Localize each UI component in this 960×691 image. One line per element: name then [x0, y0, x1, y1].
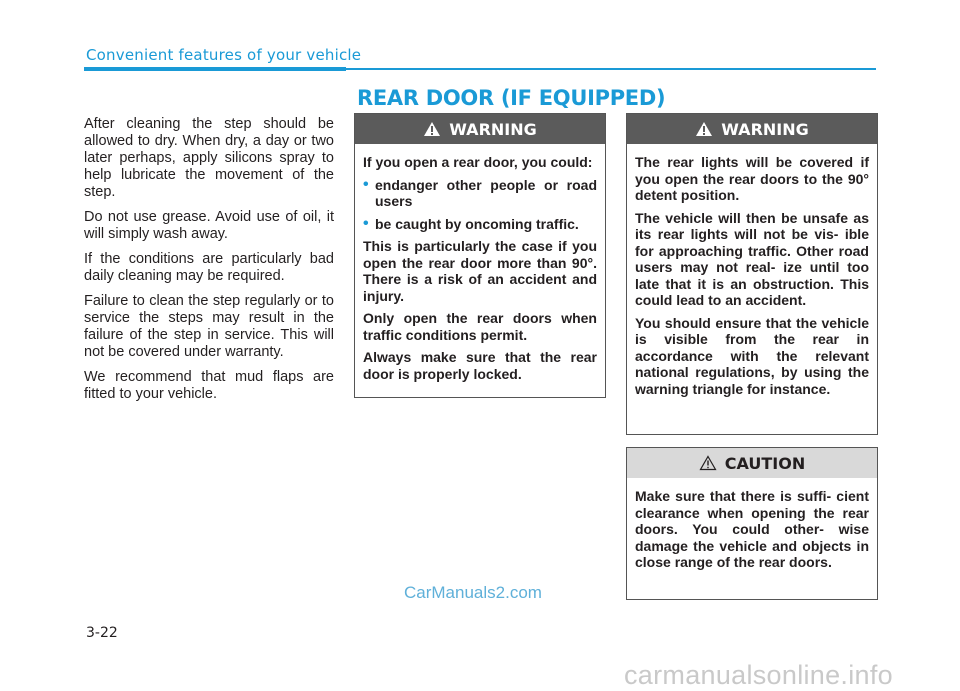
warning-header: [627, 114, 877, 144]
warning-triangle-icon: [695, 121, 713, 137]
section-heading: REAR DOOR (IF EQUIPPED): [357, 86, 666, 110]
warning-paragraph: The rear lights will be covered if you open the rear doors to the 90° detent position.: [635, 154, 869, 203]
warning-box-rear-door: [354, 113, 606, 398]
caution-title: CAUTION: [724, 453, 806, 473]
header-rule-thin: [346, 68, 876, 70]
warning-paragraph: You should ensure that the vehicle is visible from the rear in accordance with the relevant national regulations, by using the warning triangle for instance.: [635, 314, 869, 397]
bullet-text: be caught by oncoming traffic.: [375, 215, 579, 232]
warning-body: [355, 144, 605, 396]
caution-triangle-icon: [699, 455, 717, 471]
warning-triangle-icon: [423, 121, 441, 137]
warning-body: [627, 144, 877, 411]
warning-paragraph: The vehicle will then be unsafe as its rear lights will not be vis- ible for approaching traffic. Other road users may not real- ize until too late that it is an obstruction. This could lead to an accident.: [635, 209, 869, 308]
page-number: 3-22: [86, 625, 118, 641]
header-rule-thick: [84, 67, 346, 71]
watermark-site: carmanualsonline.info: [624, 660, 893, 690]
bullet-item: [363, 216, 597, 233]
caution-body: [627, 478, 877, 585]
warning-header: [355, 114, 605, 144]
paragraph: Failure to clean the step regularly or to service the steps may result in the failure of the step in service. This will not be covered under warranty.: [84, 293, 334, 360]
warning-title: WARNING: [721, 119, 809, 139]
bullet-item: [363, 177, 597, 210]
caution-header: [627, 448, 877, 478]
paragraph: After cleaning the step should be allowed to dry. When dry, a day or two later perhaps, apply silicons spray to help lubricate the movement of the step.: [84, 116, 334, 200]
warning-paragraph: This is particularly the case if you open the rear door more than 90°. There is a risk of an accident and injury.: [363, 238, 597, 304]
bullet-dot-icon: •: [363, 214, 369, 232]
caution-box-clearance: [626, 447, 878, 600]
paragraph: If the conditions are particularly bad daily cleaning may be required.: [84, 251, 334, 284]
warning-title: WARNING: [449, 119, 537, 139]
warning-paragraph: Always make sure that the rear door is properly locked.: [363, 349, 597, 382]
warning-intro: If you open a rear door, you could:: [363, 154, 593, 170]
left-column-text: [84, 116, 334, 411]
watermark-link[interactable]: CarManuals2.com: [404, 583, 542, 602]
bullet-dot-icon: •: [363, 175, 369, 193]
paragraph: We recommend that mud flaps are fitted to your vehicle.: [84, 369, 334, 402]
bullet-text: endanger other people or road users: [375, 176, 597, 209]
warning-box-rear-lights: [626, 113, 878, 435]
chapter-title: Convenient features of your vehicle: [86, 46, 362, 64]
warning-paragraph: Only open the rear doors when traffic conditions permit.: [363, 310, 597, 343]
caution-paragraph: Make sure that there is suffi- cient clearance when opening the rear doors. You could other- wise damage the vehicle and objects in close range of the rear doors.: [635, 488, 869, 570]
paragraph: Do not use grease. Avoid use of oil, it will simply wash away.: [84, 209, 334, 242]
